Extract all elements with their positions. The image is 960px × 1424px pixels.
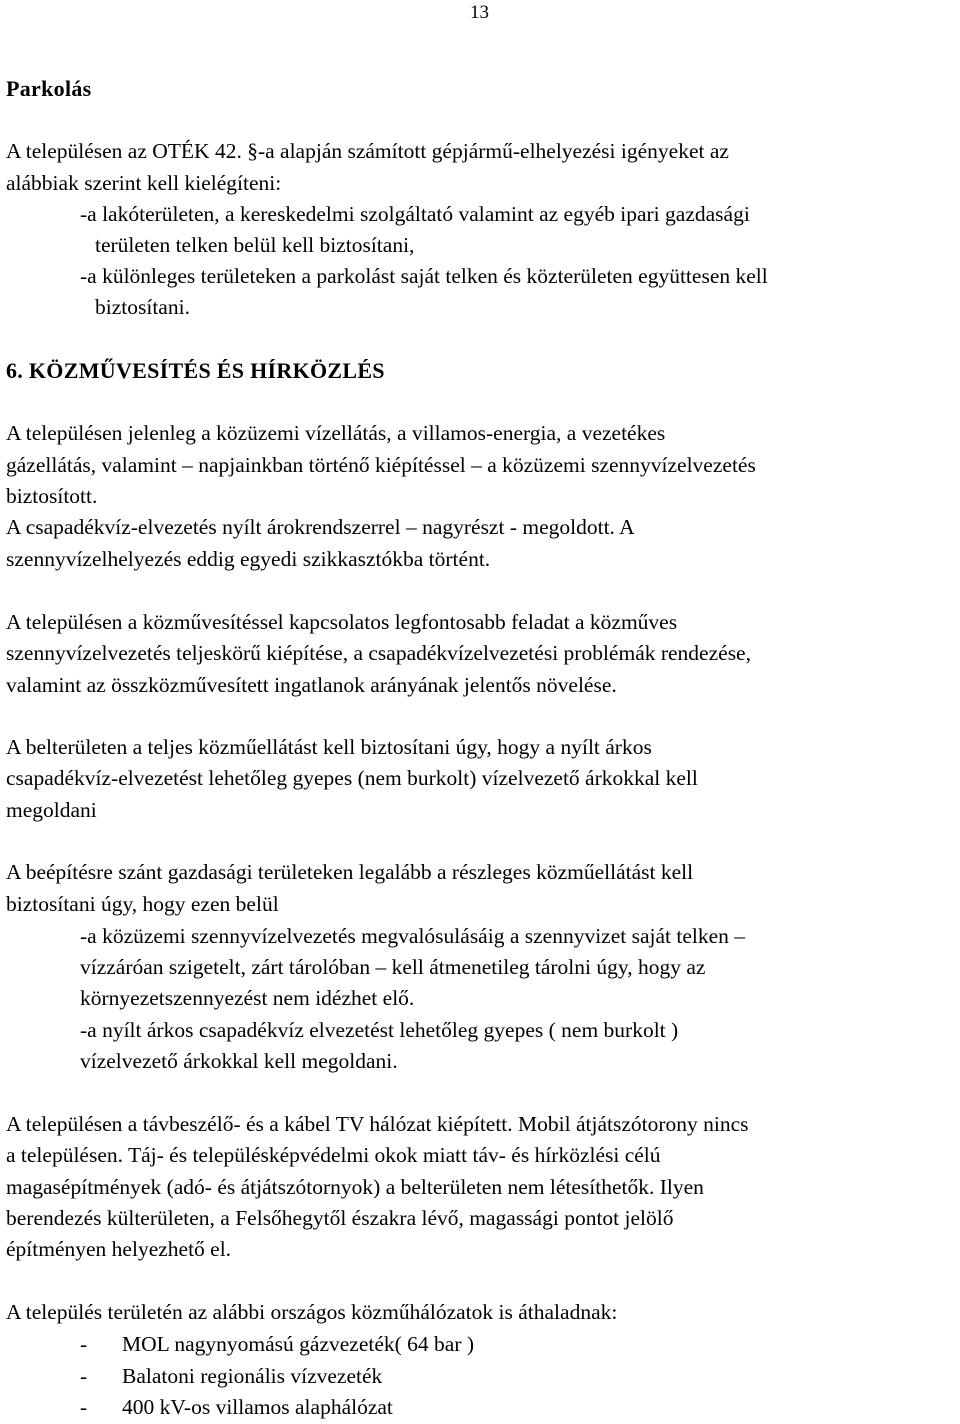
section-6-heading: 6. KÖZMŰVESÍTÉS ÉS HÍRKÖZLÉS — [6, 358, 385, 383]
p1-line-4: A csapadékvíz-elvezetés nyílt árokrendszerrel – nagyrészt - megoldott. A — [6, 515, 635, 539]
p1-line-1: A településen jelenleg a közüzemi vízellátás, a villamos-energia, a vezetékes — [6, 421, 666, 445]
p5-line-2: a településen. Táj- és településképvédelmi okok miatt táv- és hírközlési célú — [6, 1143, 661, 1167]
list-dash: - — [80, 1364, 88, 1388]
p3-line-1: A belterületen a teljes közműellátást kell biztosítani úgy, hogy a nyílt árkos — [6, 735, 652, 759]
page-number: 13 — [470, 2, 489, 23]
p4-line-4: vízzáróan szigetelt, zárt tárolóban – kell átmenetileg tárolni úgy, hogy az — [80, 955, 706, 979]
p4-line-1: A beépítésre szánt gazdasági területeken legalább a részleges közműellátást kell — [6, 860, 694, 884]
parking-line-3: -a lakóterületen, a kereskedelmi szolgáltató valamint az egyéb ipari gazdasági — [80, 202, 750, 226]
parking-line-5: -a különleges területeken a parkolást saját telken és közterületen együttesen kell — [80, 264, 768, 288]
list-dash: - — [80, 1332, 88, 1356]
p3-line-2: csapadékvíz-elvezetést lehetőleg gyepes (nem burkolt) vízelvezető árkokkal kell — [6, 766, 698, 790]
p2-line-3: valamint az összközművesített ingatlanok arányának jelentős növelése. — [6, 673, 617, 697]
list-item-2: Balatoni regionális vízvezeték — [122, 1364, 383, 1388]
parking-line-4: területen telken belül kell biztosítani, — [95, 233, 415, 257]
list-item-1: MOL nagynyomású gázvezeték( 64 bar ) — [122, 1332, 475, 1356]
p2-line-2: szennyvízelvezetés teljeskörű kiépítése, a csapadékvízelvezetési problémák rendezése, — [6, 641, 751, 665]
parking-line-6: biztosítani. — [95, 295, 190, 319]
p1-line-3: biztosított. — [6, 484, 98, 508]
p3-line-3: megoldani — [6, 798, 97, 822]
p4-line-7: vízelvezető árkokkal kell megoldani. — [80, 1049, 398, 1073]
p6-intro: A település területén az alábbi országos közműhálózatok is áthaladnak: — [6, 1300, 618, 1324]
p5-line-3: magasépítmények (adó- és átjátszótornyok) a belterületen nem létesíthetők. Ilyen — [6, 1175, 704, 1199]
p5-line-5: építményen helyezhető el. — [6, 1237, 232, 1261]
parking-line-1: A településen az OTÉK 42. §-a alapján számított gépjármű-elhelyezési igényeket az — [6, 139, 729, 163]
p1-line-2: gázellátás, valamint – napjainkban történő kiépítéssel – a közüzemi szennyvízelvezetés — [6, 453, 756, 477]
p4-line-3: -a közüzemi szennyvízelvezetés megvalósulásáig a szennyvizet saját telken – — [80, 924, 746, 948]
p4-line-2: biztosítani úgy, hogy ezen belül — [6, 892, 279, 916]
p4-line-5: környezetszennyezést nem idézhet elő. — [80, 986, 415, 1010]
p5-line-4: berendezés külterületen, a Felsőhegytől északra lévő, magassági pontot jelölő — [6, 1206, 674, 1230]
list-item-3: 400 kV-os villamos alaphálózat — [122, 1395, 393, 1419]
p1-line-5: szennyvízelhelyezés eddig egyedi szikkasztókba történt. — [6, 547, 491, 571]
list-dash: - — [80, 1395, 88, 1419]
p5-line-1: A településen a távbeszélő- és a kábel TV hálózat kiépített. Mobil átjátszótorony nincs — [6, 1112, 749, 1136]
parking-line-2: alábbiak szerint kell kielégíteni: — [6, 171, 282, 195]
p2-line-1: A településen a közművesítéssel kapcsolatos legfontosabb feladat a közműves — [6, 610, 678, 634]
p4-line-6: -a nyílt árkos csapadékvíz elvezetést lehetőleg gyepes ( nem burkolt ) — [80, 1018, 679, 1042]
parking-heading: Parkolás — [6, 76, 92, 101]
